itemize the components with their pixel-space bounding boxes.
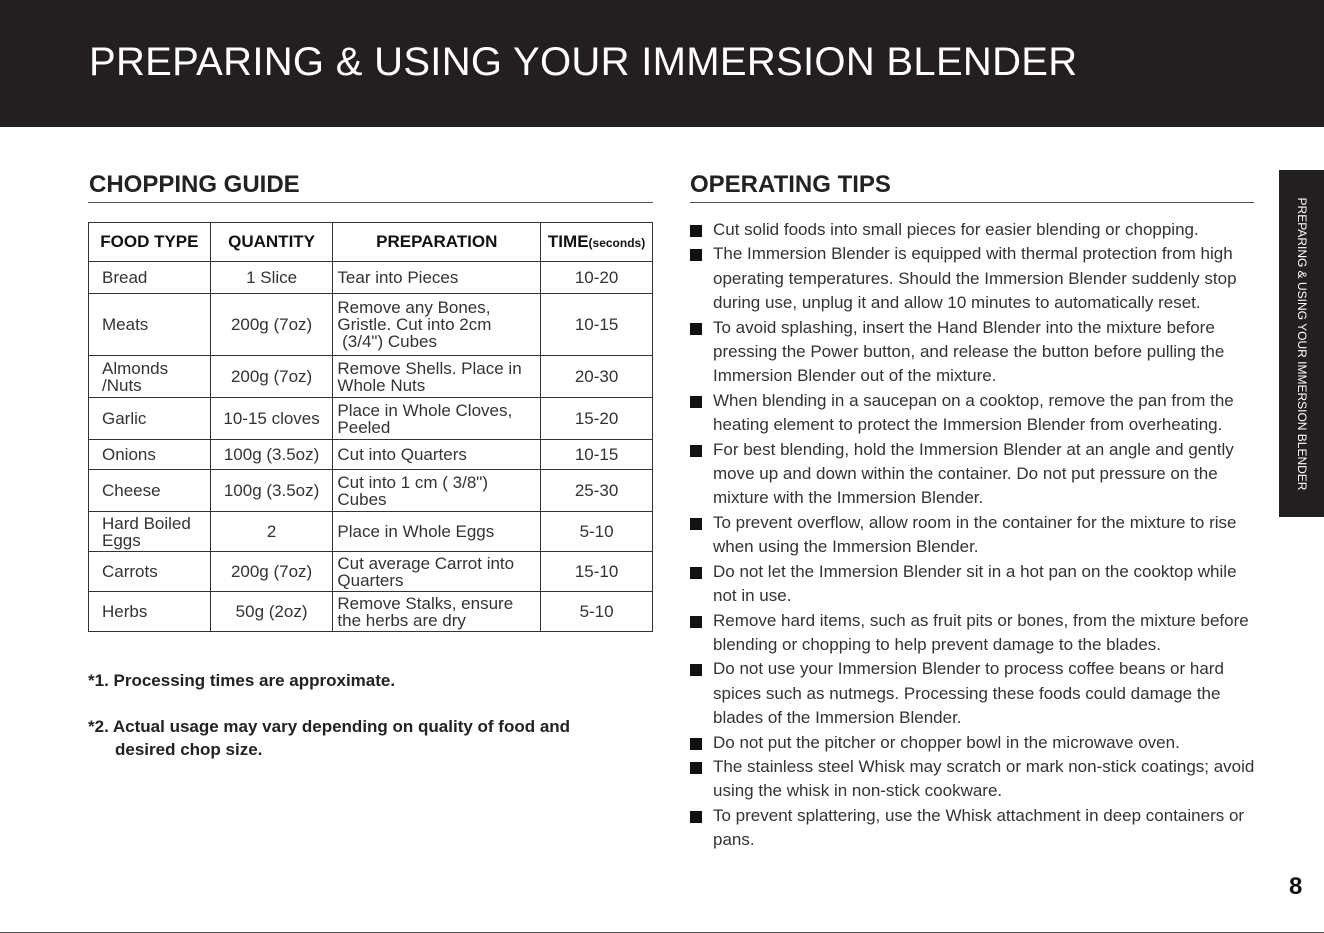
- square-bullet-icon: [690, 225, 702, 237]
- cell-quantity: 100g (3.5oz): [210, 470, 333, 512]
- cell-quantity: 10-15 cloves: [210, 398, 333, 440]
- cell-time: 10-20: [541, 262, 653, 294]
- table-header-row: [89, 223, 653, 262]
- table-row: [89, 592, 653, 632]
- tip-text: Cut solid foods into small pieces for easier blending or chopping.: [713, 220, 1199, 239]
- tip-text: To prevent splattering, use the Whisk attachment in deep containers or pans.: [713, 805, 1245, 850]
- cell-quantity: 1 Slice: [210, 262, 333, 294]
- table-row: [89, 470, 653, 512]
- cell-preparation: Remove any Bones, Gristle. Cut into 2cm (3/4") Cubes: [333, 294, 541, 356]
- list-item: [690, 316, 1255, 389]
- cell-quantity: 50g (2oz): [210, 592, 333, 632]
- cell-preparation: Tear into Pieces: [333, 262, 541, 294]
- operating-tips-title: OPERATING TIPS: [690, 171, 891, 198]
- table-row: [89, 512, 653, 552]
- tip-text: Remove hard items, such as fruit pits or bones, from the mixture before blending or chopping to help prevent damage to the blades.: [713, 610, 1249, 654]
- page-number: 8: [1289, 873, 1303, 900]
- table-row: [89, 398, 653, 440]
- tip-text: To prevent overflow, allow room in the container for the mixture to rise when using the Immersion Blender.: [713, 512, 1237, 557]
- cell-quantity: 200g (7oz): [210, 294, 333, 356]
- list-item: [690, 560, 1255, 609]
- square-bullet-icon: [690, 518, 702, 530]
- cell-food-type: Almonds /Nuts: [89, 356, 211, 398]
- note-2: [88, 715, 570, 761]
- square-bullet-icon: [690, 738, 702, 750]
- note-2-continuation: desired chop size.: [115, 740, 263, 759]
- cell-quantity: 2: [210, 512, 333, 552]
- list-item: [690, 389, 1255, 438]
- cell-quantity: 200g (7oz): [210, 356, 333, 398]
- cell-time: 20-30: [541, 356, 653, 398]
- note-1: [88, 671, 395, 691]
- list-item: [690, 731, 1255, 755]
- square-bullet-icon: [690, 249, 702, 261]
- table-row: [89, 294, 653, 356]
- square-bullet-icon: [690, 616, 702, 628]
- cell-quantity: 200g (7oz): [210, 552, 333, 592]
- page-title: PREPARING & USING YOUR IMMERSION BLENDER: [89, 40, 1078, 84]
- tip-text: Do not let the Immersion Blender sit in a hot pan on the cooktop while not in use.: [713, 561, 1237, 606]
- table-row: [89, 356, 653, 398]
- cell-food-type: Meats: [89, 294, 211, 356]
- list-item: [690, 804, 1255, 853]
- tip-text: The stainless steel Whisk may scratch or mark non-stick coatings; avoid using the whisk in non-stick cookware.: [713, 756, 1255, 801]
- cell-preparation: Remove Shells. Place in Whole Nuts: [333, 356, 541, 398]
- cell-food-type: Garlic: [89, 398, 211, 440]
- table-row: [89, 552, 653, 592]
- list-item: [690, 218, 1255, 242]
- square-bullet-icon: [690, 811, 702, 823]
- cell-time: 15-10: [541, 552, 653, 592]
- cell-food-type: Onions: [89, 440, 211, 470]
- cell-preparation: Cut into Quarters: [333, 440, 541, 470]
- cell-time: 10-15: [541, 440, 653, 470]
- list-item: [690, 609, 1255, 658]
- note-1-text: *1. Processing times are approximate.: [88, 671, 396, 690]
- operating-tips-divider: [690, 202, 1254, 203]
- square-bullet-icon: [690, 323, 702, 335]
- cell-time: 25-30: [541, 470, 653, 512]
- page-header-banner: [0, 0, 1324, 127]
- cell-food-type: Bread: [89, 262, 211, 294]
- header-preparation: PREPARATION: [333, 223, 541, 262]
- cell-food-type: Herbs: [89, 592, 211, 632]
- header-time: [541, 223, 653, 262]
- cell-preparation: Place in Whole Eggs: [333, 512, 541, 552]
- cell-time: 15-20: [541, 398, 653, 440]
- operating-tips-list: [690, 218, 1255, 853]
- tip-text: For best blending, hold the Immersion Blender at an angle and gently move up and down within the container. Do not put pressure on the mixture with the Immersion Blender.: [713, 439, 1234, 508]
- square-bullet-icon: [690, 396, 702, 408]
- list-item: [690, 755, 1255, 804]
- cell-preparation: Cut average Carrot into Quarters: [333, 552, 541, 592]
- cell-food-type: Carrots: [89, 552, 211, 592]
- table-row: [89, 440, 653, 470]
- chopping-guide-divider: [88, 202, 653, 203]
- header-time-label: TIME: [547, 232, 589, 251]
- square-bullet-icon: [690, 762, 702, 774]
- side-tab-label: PREPARING & USING YOUR IMMERSION BLENDER: [1294, 197, 1309, 490]
- list-item: [690, 511, 1255, 560]
- table-row: [89, 262, 653, 294]
- header-quantity: QUANTITY: [210, 223, 333, 262]
- list-item: [690, 657, 1255, 730]
- header-time-unit: (seconds): [588, 236, 646, 250]
- tip-text: Do not use your Immersion Blender to process coffee beans or hard spices such as nutmegs. Processing these foods could damage the blades of the Immersion Blender.: [713, 659, 1224, 728]
- cell-preparation: Cut into 1 cm ( 3/8") Cubes: [333, 470, 541, 512]
- cell-quantity: 100g (3.5oz): [210, 440, 333, 470]
- side-section-tab: [1279, 170, 1324, 517]
- cell-food-type: Hard Boiled Eggs: [89, 512, 211, 552]
- square-bullet-icon: [690, 567, 702, 579]
- square-bullet-icon: [690, 664, 702, 676]
- note-2-text: *2. Actual usage may vary depending on quality of food and: [88, 717, 571, 736]
- tip-text: The Immersion Blender is equipped with thermal protection from high operating temperatures. Should the Immersion Blender suddenly stop during use, unplug it and allow 10 minutes to automatically reset.: [713, 244, 1237, 313]
- tip-text: To avoid splashing, insert the Hand Blender into the mixture before pressing the Power button, and release the button before pulling the Immersion Blender out of the mixture.: [713, 317, 1225, 386]
- chopping-guide-body: [89, 262, 653, 632]
- cell-preparation: Remove Stalks, ensure the herbs are dry: [333, 592, 541, 632]
- cell-preparation: Place in Whole Cloves, Peeled: [333, 398, 541, 440]
- cell-time: 10-15: [541, 294, 653, 356]
- chopping-guide-title: CHOPPING GUIDE: [89, 171, 300, 198]
- tip-text: Do not put the pitcher or chopper bowl in the microwave oven.: [713, 732, 1180, 752]
- tip-text: When blending in a saucepan on a cooktop, remove the pan from the heating element to protect the Immersion Blender from overheating.: [713, 390, 1234, 435]
- cell-food-type: Cheese: [89, 470, 211, 512]
- cell-time: 5-10: [541, 512, 653, 552]
- header-food-type: FOOD TYPE: [89, 223, 211, 262]
- cell-time: 5-10: [541, 592, 653, 632]
- square-bullet-icon: [690, 445, 702, 457]
- chopping-guide-table: [88, 222, 653, 632]
- list-item: [690, 242, 1255, 315]
- list-item: [690, 438, 1255, 511]
